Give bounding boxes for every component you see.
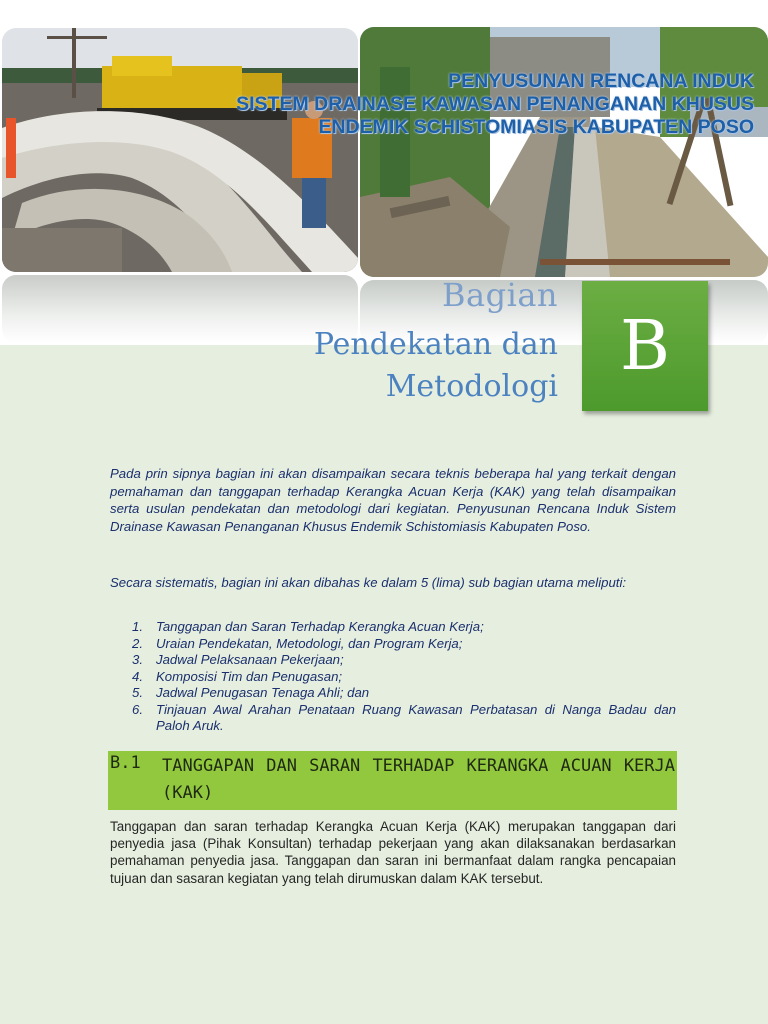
construction-photo-left <box>2 28 358 272</box>
section-heading-b1 <box>108 751 677 810</box>
list-item-number: 3. <box>132 652 143 667</box>
list-item <box>110 669 676 686</box>
list-item-number: 6. <box>132 701 143 717</box>
document-title-line: ENDEMIK SCHISTOMIASIS KABUPATEN POSO <box>318 116 754 138</box>
drainage-channel-photo-right <box>360 27 768 277</box>
list-item-text: Tanggapan dan Saran Terhadap Kerangka Acuan Kerja; <box>156 619 484 634</box>
section-title <box>314 324 558 408</box>
document-title-line: SISTEM DRAINASE KAWASAN PENANGANAN KHUSUS <box>236 93 754 115</box>
document-title-line: PENYUSUNAN RENCANA INDUK <box>448 70 754 92</box>
heading-text: TANGGAPAN DAN SARAN TERHADAP KERANGKA ACUAN KERJA (KAK) <box>162 756 675 803</box>
intro-paragraph: Pada prin sipnya bagian ini akan disampaikan secara teknis beberapa hal yang terkait dengan pemahaman dan tanggapan terhadap Kerangka Acuan Kerja (KAK) yang telah disampaikan serta usulan pendekatan dan metodologi dari kegiatan. Penyusunan Rencana Induk Sistem Drainase Kawasan Penanganan Khusus Endemik Schistomiasis Kabupaten Poso. <box>110 466 676 534</box>
sub-section-list <box>110 619 676 735</box>
list-item <box>110 652 676 669</box>
list-item-number: 2. <box>132 635 143 651</box>
section-title-line: Pendekatan dan <box>313 327 558 362</box>
list-item <box>110 685 676 702</box>
list-item-number: 5. <box>132 685 143 700</box>
list-item-text: Uraian Pendekatan, Metodologi, dan Program Kerja; <box>156 635 463 651</box>
list-item <box>110 619 676 636</box>
list-item-text: Jadwal Penugasan Tenaga Ahli; dan <box>156 685 370 700</box>
section-label: Bagian <box>442 276 558 314</box>
list-item-number: 4. <box>132 668 143 684</box>
document-title <box>40 70 754 139</box>
list-item <box>110 636 676 653</box>
list-item-text: Tinjauan Awal Arahan Penataan Ruang Kawasan Perbatasan di Nanga Badau dan Paloh Aruk. <box>156 701 676 733</box>
photo-reflection-left <box>2 275 358 343</box>
list-item <box>110 702 676 735</box>
list-item-text: Komposisi Tim dan Penugasan; <box>156 668 343 684</box>
list-item-text: Jadwal Pelaksanaan Pekerjaan; <box>156 652 344 667</box>
body-paragraph: Tanggapan dan saran terhadap Kerangka Acuan Kerja (KAK) merupakan tanggapan dari penyedia jasa (Pihak Konsultan) terhadap pekerjaan yang akan dilaksanakan berdasarkan pemahaman penyedia jasa. Tanggapan dan saran ini bermanfaat dalam rangka pencapaian tujuan dan sasaran kegiatan yang telah dirumuskan dalam KAK tersebut. <box>110 819 676 886</box>
section-title-line: Metodologi <box>385 369 558 404</box>
list-item-number: 1. <box>132 619 143 634</box>
section-letter-box <box>582 281 708 411</box>
intro-paragraph-2: Secara sistematis, bagian ini akan dibahas ke dalam 5 (lima) sub bagian utama meliputi: <box>110 575 627 590</box>
heading-number: B.1 <box>110 753 141 773</box>
section-letter: B <box>620 306 670 386</box>
